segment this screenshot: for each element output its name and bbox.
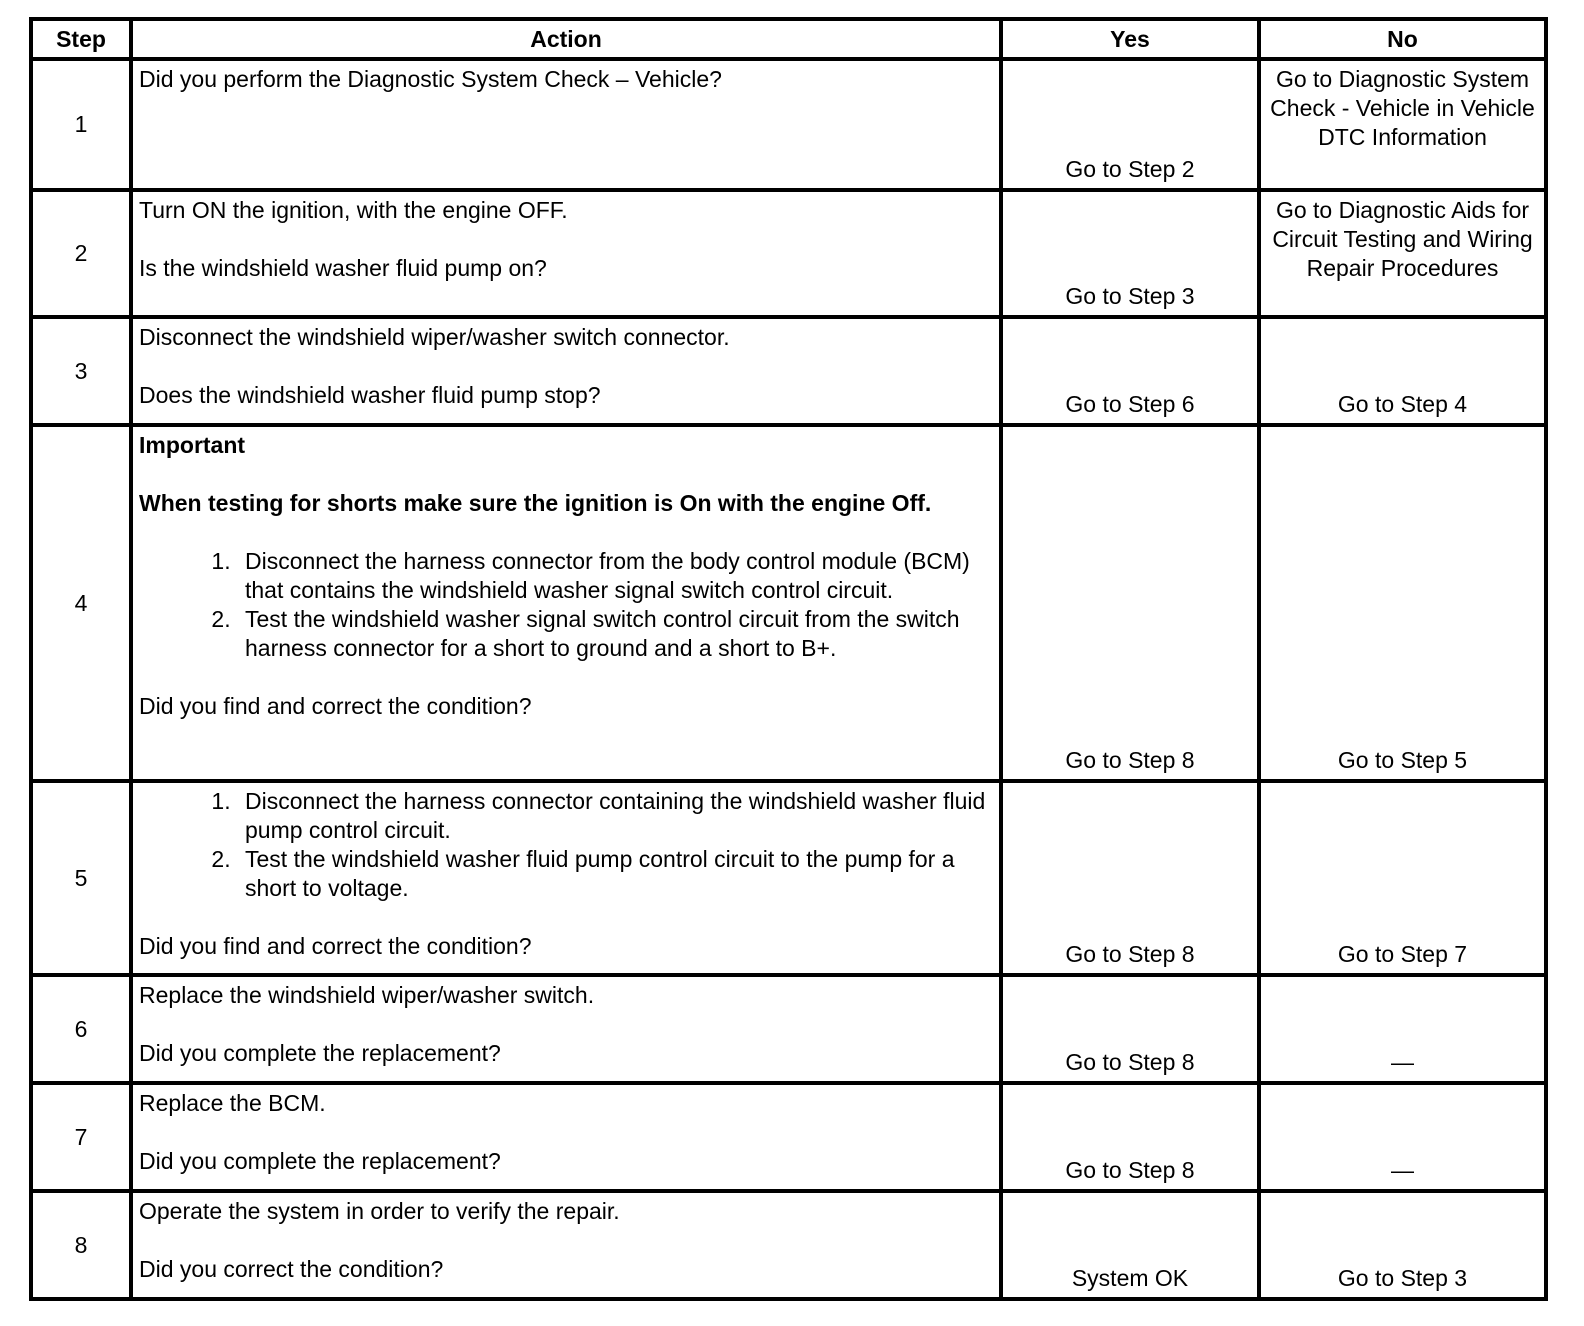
step-number: 5 <box>31 781 131 975</box>
action-question: Did you find and correct the condition? <box>139 693 532 719</box>
step-number: 1 <box>31 59 131 190</box>
yes-cell: Go to Step 3 <box>1001 190 1259 317</box>
important-title: Important <box>139 432 246 458</box>
instruction-list <box>139 787 993 903</box>
list-item: 1. Disconnect the harness connector from the body control module (BCM) that contains the windshield washer signal switch control circuit. <box>237 547 993 605</box>
action-cell <box>131 781 1001 975</box>
no-cell: Go to Step 4 <box>1259 317 1546 425</box>
no-cell: Go to Diagnostic Aids for Circuit Testing and Wiring Repair Procedures <box>1259 190 1546 317</box>
table-row <box>31 190 1546 317</box>
header-yes: Yes <box>1001 19 1259 59</box>
header-action: Action <box>131 19 1001 59</box>
no-cell: Go to Step 7 <box>1259 781 1546 975</box>
step-number: 7 <box>31 1083 131 1191</box>
header-no: No <box>1259 19 1546 59</box>
list-item: 2. Test the windshield washer fluid pump control circuit to the pump for a short to voltage. <box>237 845 993 903</box>
yes-cell: System OK <box>1001 1191 1259 1299</box>
header-row <box>31 19 1546 59</box>
action-cell <box>131 59 1001 190</box>
no-cell: Go to Step 3 <box>1259 1191 1546 1299</box>
no-cell: — <box>1259 1083 1546 1191</box>
list-item: 1. Disconnect the harness connector containing the windshield washer fluid pump control circuit. <box>237 787 993 845</box>
action-cell <box>131 425 1001 781</box>
action-text: Disconnect the windshield wiper/washer switch connector. <box>139 324 730 350</box>
action-question: Did you correct the condition? <box>139 1256 444 1282</box>
yes-cell: Go to Step 8 <box>1001 975 1259 1083</box>
action-question: Did you find and correct the condition? <box>139 933 532 959</box>
step-number: 4 <box>31 425 131 781</box>
no-cell: Go to Step 5 <box>1259 425 1546 781</box>
action-cell <box>131 190 1001 317</box>
yes-cell: Go to Step 8 <box>1001 1083 1259 1191</box>
action-cell <box>131 1191 1001 1299</box>
action-text: Turn ON the ignition, with the engine OFF. <box>139 197 568 223</box>
action-question: Did you complete the replacement? <box>139 1148 501 1174</box>
action-question: Does the windshield washer fluid pump stop? <box>139 382 601 408</box>
table-row <box>31 317 1546 425</box>
diagnostic-table <box>29 17 1548 1301</box>
no-cell: — <box>1259 975 1546 1083</box>
list-item: 2. Test the windshield washer signal switch control circuit from the switch harness connector for a short to ground and a short to B+. <box>237 605 993 663</box>
header-step: Step <box>31 19 131 59</box>
action-text: Did you perform the Diagnostic System Check – Vehicle? <box>139 66 722 92</box>
action-text: Replace the windshield wiper/washer switch. <box>139 982 595 1008</box>
action-question: Did you complete the replacement? <box>139 1040 501 1066</box>
yes-cell: Go to Step 2 <box>1001 59 1259 190</box>
action-text: Operate the system in order to verify the repair. <box>139 1198 620 1224</box>
action-text: Replace the BCM. <box>139 1090 326 1116</box>
yes-cell: Go to Step 6 <box>1001 317 1259 425</box>
yes-cell: Go to Step 8 <box>1001 781 1259 975</box>
no-cell: Go to Diagnostic System Check - Vehicle in Vehicle DTC Information <box>1259 59 1546 190</box>
step-number: 3 <box>31 317 131 425</box>
instruction-list <box>139 547 993 663</box>
table-row <box>31 425 1546 781</box>
table-row <box>31 59 1546 190</box>
important-text: When testing for shorts make sure the ignition is On with the engine Off. <box>139 490 932 516</box>
step-number: 2 <box>31 190 131 317</box>
step-number: 8 <box>31 1191 131 1299</box>
table-row <box>31 781 1546 975</box>
table-row <box>31 975 1546 1083</box>
action-cell <box>131 1083 1001 1191</box>
table-row <box>31 1191 1546 1299</box>
action-cell <box>131 975 1001 1083</box>
action-question: Is the windshield washer fluid pump on? <box>139 255 547 281</box>
step-number: 6 <box>31 975 131 1083</box>
yes-cell: Go to Step 8 <box>1001 425 1259 781</box>
action-cell <box>131 317 1001 425</box>
table-row <box>31 1083 1546 1191</box>
